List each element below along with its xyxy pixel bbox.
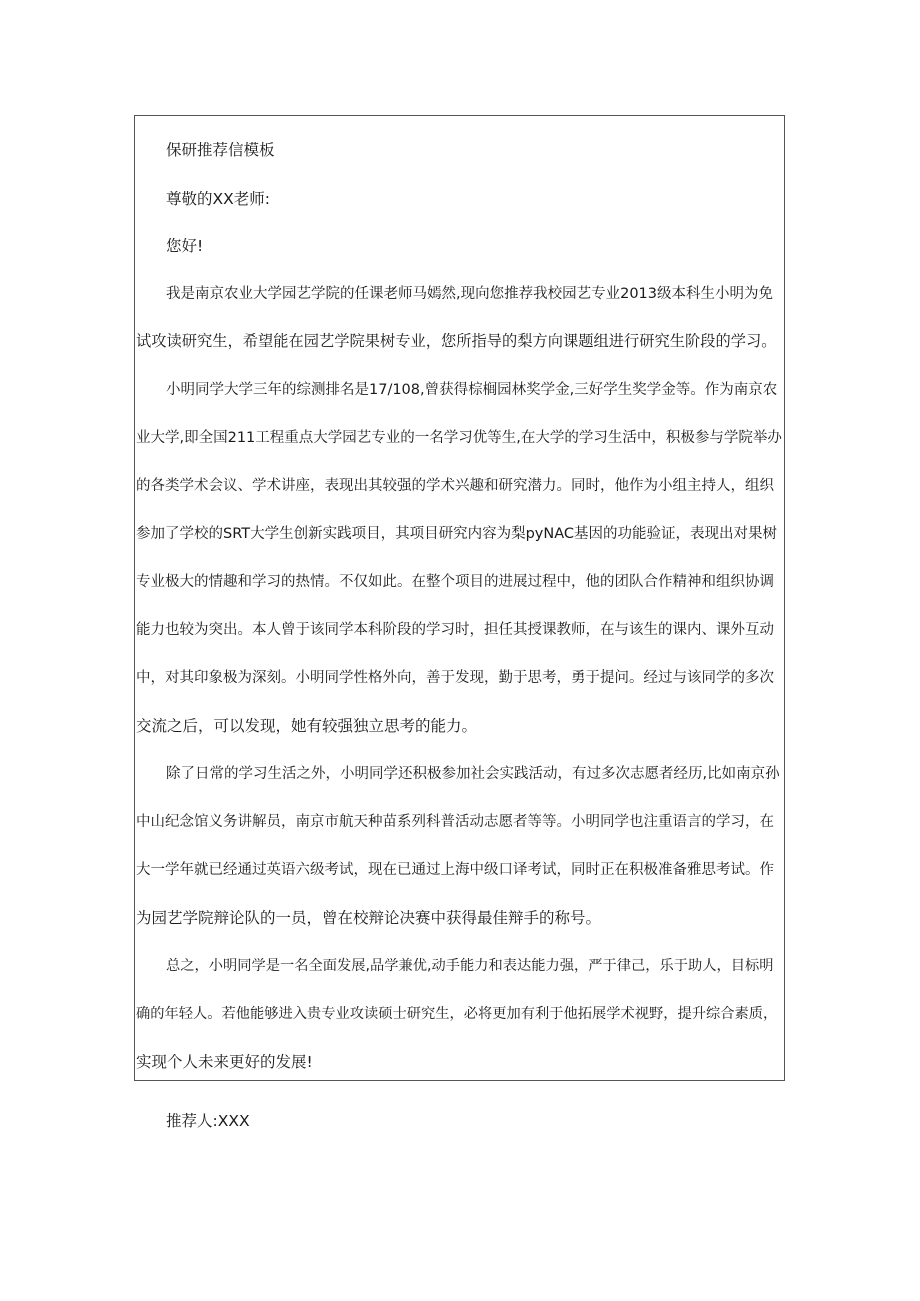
signature: 推荐人:XXX	[166, 1112, 250, 1130]
paragraph-4-line-2: 确的年轻人。若他能够进入贵专业攻读硕士研究生，必将更加有利于他拓展学术视野，提升综合素质，	[136, 1006, 778, 1022]
paragraph-1-line-2: 试攻读研究生，希望能在园艺学院果树专业，您所指导的梨方向课题组进行研究生阶段的学习。	[136, 332, 777, 350]
paragraph-4-line-3: 实现个人未来更好的发展!	[136, 1053, 313, 1071]
paragraph-2-line-1: 小明同学大学三年的综测排名是17/108,曾获得棕榈园林奖学金,三好学生奖学金等。作为南京农	[166, 382, 778, 398]
salutation: 尊敬的XX老师:	[166, 190, 270, 208]
paragraph-3-line-1: 除了日常的学习生活之外，小明同学还积极参加社会实践活动，有过多次志愿者经历,比如南京孙	[166, 766, 780, 782]
paragraph-2-line-8: 交流之后，可以发现，她有较强独立思考的能力。	[136, 717, 478, 735]
paragraph-3-line-3: 大一学年就已经通过英语六级考试，现在已通过上海中级口译考试，同时正在积极准备雅思考试。作	[136, 862, 774, 878]
paragraph-2-line-4: 参加了学校的SRT大学生创新实践项目，其项目研究内容为梨pyNAC基因的功能验证，表现出对果树	[136, 526, 777, 542]
paragraph-3-line-4: 为园艺学院辩论队的一员，曾在校辩论决赛中获得最佳辩手的称号。	[136, 909, 602, 927]
paragraph-3-line-2: 中山纪念馆义务讲解员，南京市航天种苗系列科普活动志愿者等等。小明同学也注重语言的学习，在	[136, 814, 774, 830]
greeting: 您好!	[166, 237, 204, 255]
paragraph-4-line-1: 总之，小明同学是一名全面发展,品学兼优,动手能力和表达能力强，严于律己，乐于助人，目标明	[166, 958, 774, 974]
paragraph-2-line-3: 的各类学术会议、学术讲座，表现出其较强的学术兴趣和研究潜力。同时，他作为小组主持人，组织	[136, 478, 774, 494]
letter-title: 保研推荐信模板	[166, 141, 275, 159]
letter-border	[134, 115, 785, 1081]
paragraph-2-line-7: 中，对其印象极为深刻。小明同学性格外向，善于发现，勤于思考，勇于提问。经过与该同学的多次	[136, 670, 774, 686]
paragraph-2-line-6: 能力也较为突出。本人曾于该同学本科阶段的学习时，担任其授课教师，在与该生的课内、课外互动	[136, 622, 774, 638]
paragraph-2-line-2: 业大学,即全国211工程重点大学园艺专业的一名学习优等生,在大学的学习生活中，积极参与学院举办	[136, 430, 782, 446]
paragraph-2-line-5: 专业极大的情趣和学习的热情。不仅如此。在整个项目的进展过程中，他的团队合作精神和组织协调	[136, 574, 774, 590]
paragraph-1-line-1: 我是南京农业大学园艺学院的任课老师马嫣然,现向您推荐我校园艺专业2013级本科生小明为免	[166, 286, 774, 302]
